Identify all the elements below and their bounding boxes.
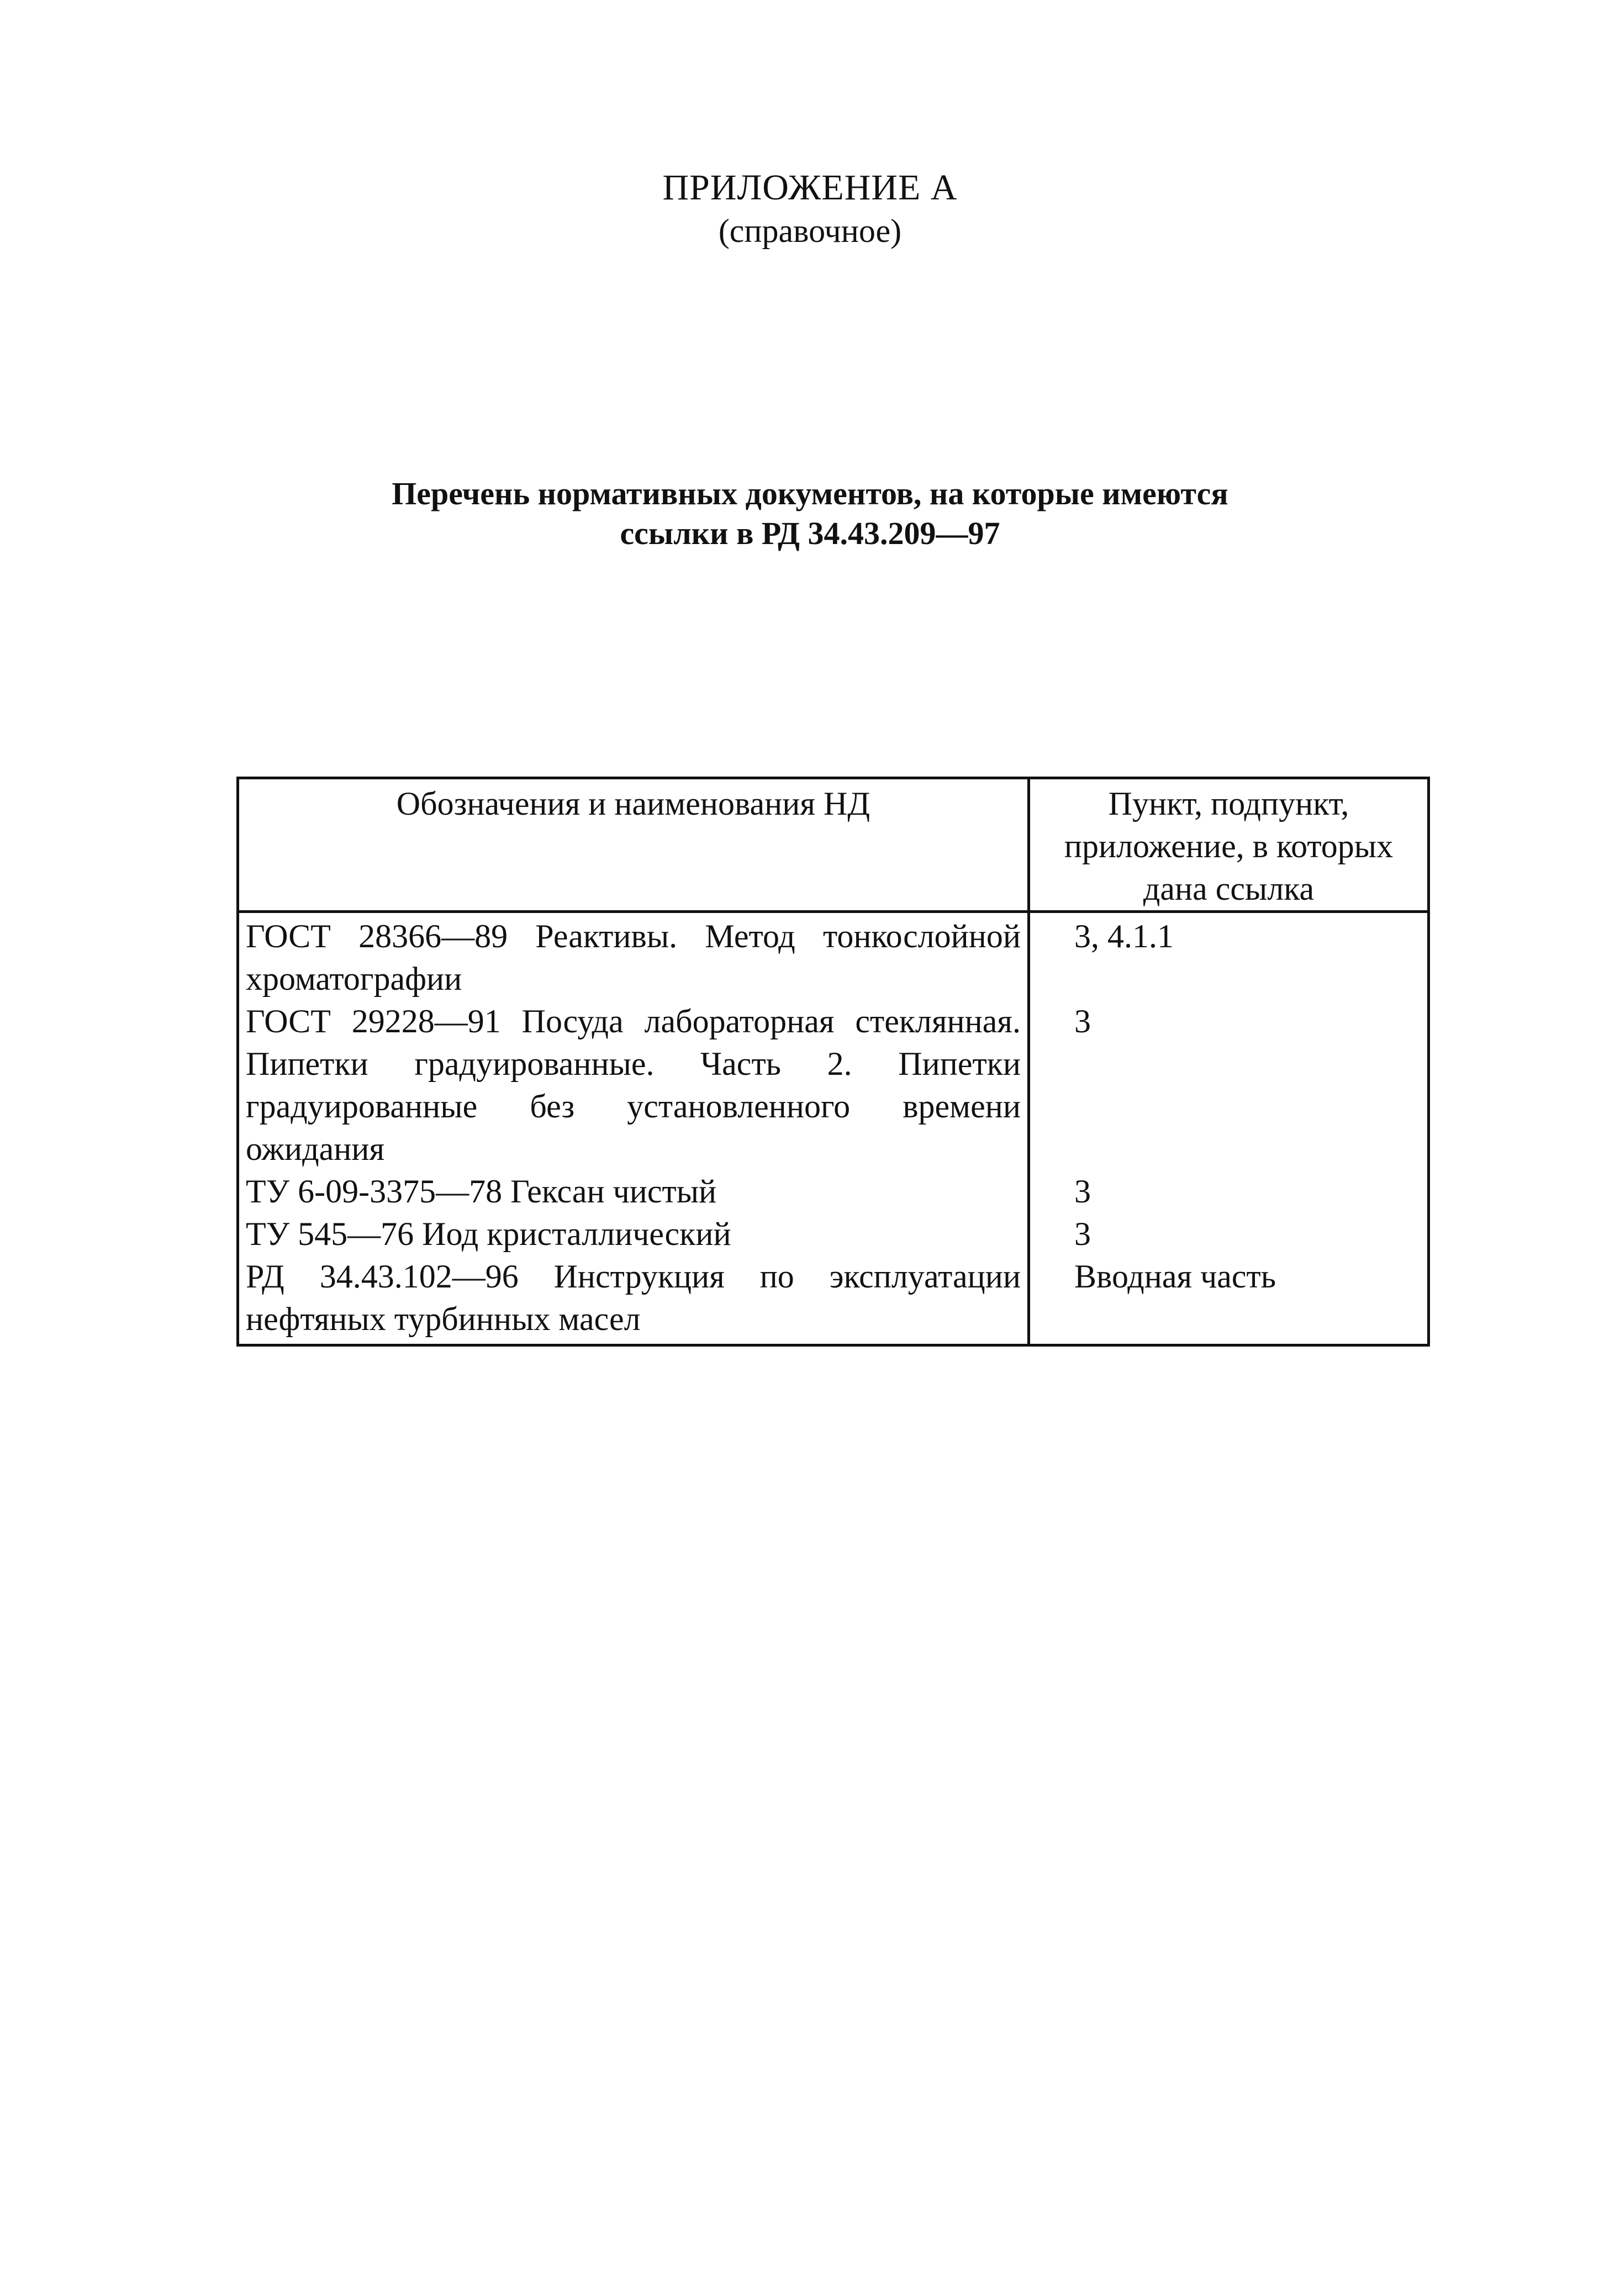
table-header-row: [238, 778, 1429, 912]
header-designation: Обозначения и наименования НД: [238, 778, 1029, 912]
document-cell: ГОСТ 28366—89 Реактивы. Метод тонкослойной хроматографии: [238, 912, 1029, 1001]
header-clause: [1029, 778, 1429, 912]
document-cell: ТУ 6-09-3375—78 Гексан чистый: [238, 1170, 1029, 1213]
table-row: [238, 1213, 1429, 1255]
document-cell: РД 34.43.102—96 Инструкция по эксплуатации нефтяных турбинных масел: [238, 1255, 1029, 1345]
list-heading-line-1: Перечень нормативных документов, на которые имеются: [392, 476, 1228, 511]
header-clause-line-1: Пункт, подпункт,: [1108, 785, 1349, 822]
appendix-subtitle: (справочное): [718, 213, 902, 249]
document-cell: ГОСТ 29228—91 Посуда лабораторная стеклянная. Пипетки градуированные. Часть 2. Пипетки градуированные без установленного времени ожидания: [238, 1000, 1029, 1170]
clause-cell: 3: [1029, 1170, 1429, 1213]
appendix-title: ПРИЛОЖЕНИЕ А: [662, 167, 958, 208]
header-clause-line-3: дана ссылка: [1143, 870, 1315, 907]
table-row: [238, 912, 1429, 1001]
document-cell: ТУ 545—76 Иод кристаллический: [238, 1213, 1029, 1255]
table-row: [238, 1000, 1429, 1170]
list-heading-line-2: ссылки в РД 34.43.209—97: [620, 515, 1000, 551]
table-row: [238, 1255, 1429, 1345]
table-row: [238, 1170, 1429, 1213]
clause-cell: 3: [1029, 1000, 1429, 1170]
header-clause-line-2: приложение, в которых: [1064, 828, 1394, 864]
normative-documents-table: [236, 777, 1430, 1347]
clause-cell: Вводная часть: [1029, 1255, 1429, 1345]
clause-cell: 3, 4.1.1: [1029, 912, 1429, 1001]
clause-cell: 3: [1029, 1213, 1429, 1255]
list-heading: [0, 474, 1620, 553]
